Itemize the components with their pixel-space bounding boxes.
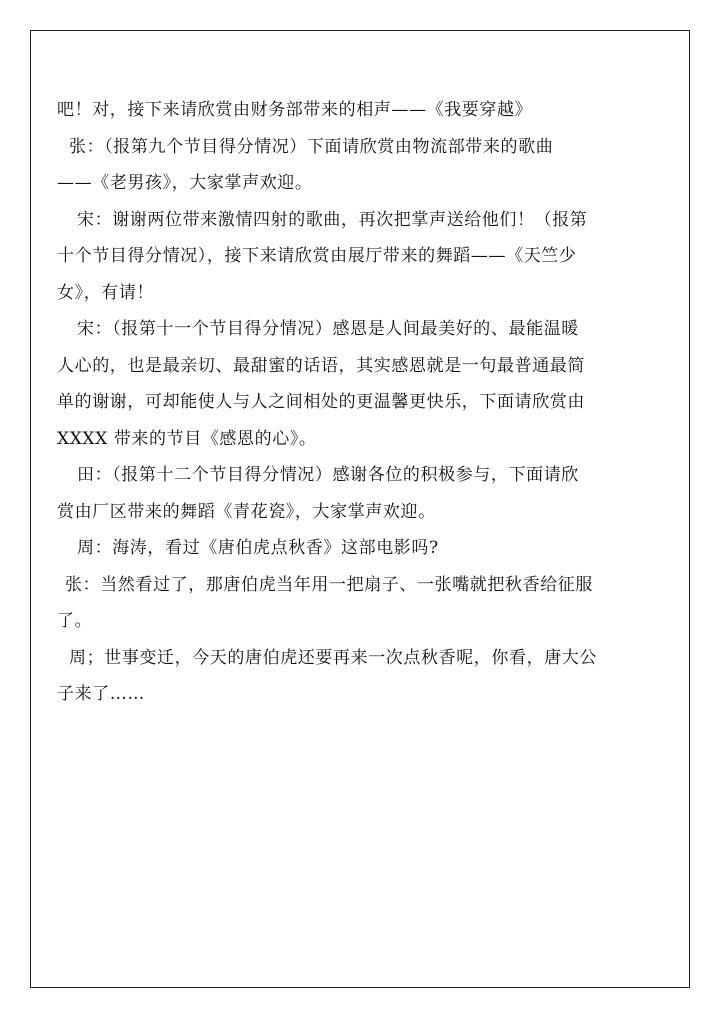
text-line: 吧！对，接下来请欣赏由财务部带来的相声——《我要穿越》 bbox=[57, 100, 533, 120]
text-line: 张：当然看过了，那唐伯虎当年用一把扇子、一张嘴就把秋香给征服 bbox=[65, 574, 593, 595]
text-line: 单的谢谢，可却能使人与人之间相处的更温馨更快乐，下面请欣赏由 bbox=[57, 392, 585, 412]
text-line: 周：海涛，看过《唐伯虎点秋香》这部电影吗? bbox=[77, 538, 439, 558]
document-body bbox=[57, 92, 665, 713]
text-line: 十个节目得分情况），接下来请欣赏由展厅带来的舞蹈——《天竺少 bbox=[57, 246, 577, 266]
text-line: 女》，有请！ bbox=[57, 282, 155, 303]
text-line: 了。 bbox=[57, 611, 93, 631]
text-line: 田：（报第十二个节目得分情况）感谢各位的积极参与，下面请欣 bbox=[77, 465, 579, 485]
text-line: XXXX 带来的节目《感恩的心》。 bbox=[57, 428, 317, 449]
text-line: 张：（报第九个节目得分情况）下面请欣赏由物流部带来的歌曲 bbox=[69, 136, 554, 157]
text-line: 周；世事变迁，今天的唐伯虎还要再来一次点秋香呢，你看，唐大公 bbox=[69, 647, 597, 668]
text-line: 人心的，也是最亲切、最甜蜜的话语，其实感恩就是一句最普通最简 bbox=[57, 355, 585, 376]
text-line: ——《老男孩》，大家掌声欢迎。 bbox=[57, 173, 313, 193]
text-line: 宋：（报第十一个节目得分情况）感恩是人间最美好的、最能温暖 bbox=[77, 319, 579, 339]
text-line: 宋：谢谢两位带来激情四射的歌曲，再次把掌声送给他们！（报第 bbox=[77, 209, 588, 230]
text-line: 子来了…… bbox=[57, 684, 145, 704]
text-line: 赏由厂区带来的舞蹈《青花瓷》，大家掌声欢迎。 bbox=[57, 501, 436, 522]
